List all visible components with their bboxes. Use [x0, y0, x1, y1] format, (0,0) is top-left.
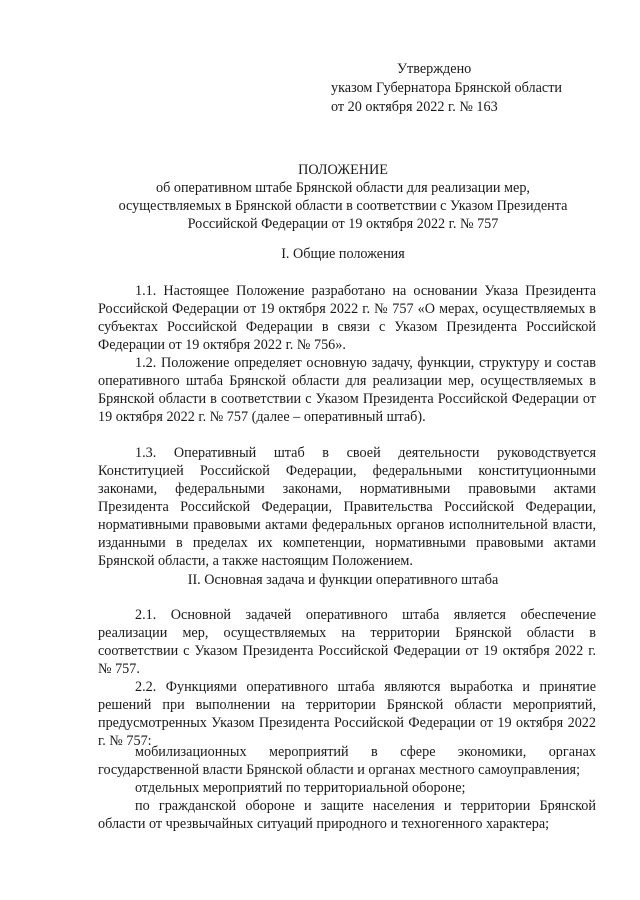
approval-date: от 20 октября 2022 г. № 163	[331, 99, 498, 115]
approval-stamp	[331, 60, 611, 117]
paragraph-2-1: 2.1. Основной задачей оперативного штаба является обеспечение реализации мер, осуществляемых на территории Брянской области в соответствии с Указом Президента Российской Федерации от 19 октября 2022 г. № 757.	[98, 607, 596, 677]
title-line-3: Российской Федерации от 19 октября 2022 г. № 757	[187, 216, 499, 232]
section-1-heading: I. Общие положения	[281, 246, 405, 262]
approval-decree: указом Губернатора Брянской области	[331, 80, 562, 96]
paragraph-1-1: 1.1. Настоящее Положение разработано на основании Указа Президента Российской Федерации от 19 октября 2022 г. № 757 «О мерах, осуществляемых в субъектах Российской Федерации в связи с Указом Президента Российской Федерации от 19 октября 2022 г. № 756».	[98, 283, 596, 353]
paragraph-2-2: 2.2. Функциями оперативного штаба являются выработка и принятие решений при выполнении на территории Брянской области мероприятий, предусмотренных Указом Президента Российской Федерации от 19 октября 2022 г. № 757:	[98, 679, 596, 749]
title-line-2: осуществляемых в Брянской области в соответствии с Указом Президента	[118, 198, 568, 214]
paragraph-1-2: 1.2. Положение определяет основную задачу, функции, структуру и состав оперативного штаба Брянской области для реализации мер, осуществляемых в Брянской области в соответствии с Указом Президента Российской Федерации от 19 октября 2022 г. № 757 (далее – оперативный штаб).	[98, 355, 596, 425]
title-heading: ПОЛОЖЕНИЕ	[298, 162, 388, 178]
paragraph-2-2-item-1: мобилизационных мероприятий в сфере экономики, органах государственной власти Брянской области и органах местного самоуправления;	[98, 744, 596, 778]
title-line-1: об оперативном штабе Брянской области для реализации мер,	[156, 180, 530, 196]
section-2-heading: II. Основная задача и функции оперативного штаба	[187, 572, 499, 588]
approval-label: Утверждено	[397, 61, 472, 77]
paragraph-2-2-item-2: отдельных мероприятий по территориальной обороне;	[135, 780, 466, 796]
paragraph-1-3: 1.3. Оперативный штаб в своей деятельности руководствуется Конституцией Российской Федерации, федеральными конституционными законами, федеральными законами, нормативными правовыми актами Президента Российской Федерации, Правительства Российской Федерации, нормативными правовыми актами федеральных органов исполнительной власти, изданными в пределах их компетенции, нормативными правовыми актами Брянской области, а также настоящим Положением.	[98, 445, 596, 569]
document-title	[60, 161, 626, 233]
paragraph-2-2-item-3: по гражданской обороне и защите населения и территории Брянской области от чрезвычайных ситуаций природного и техногенного характера;	[98, 798, 596, 832]
